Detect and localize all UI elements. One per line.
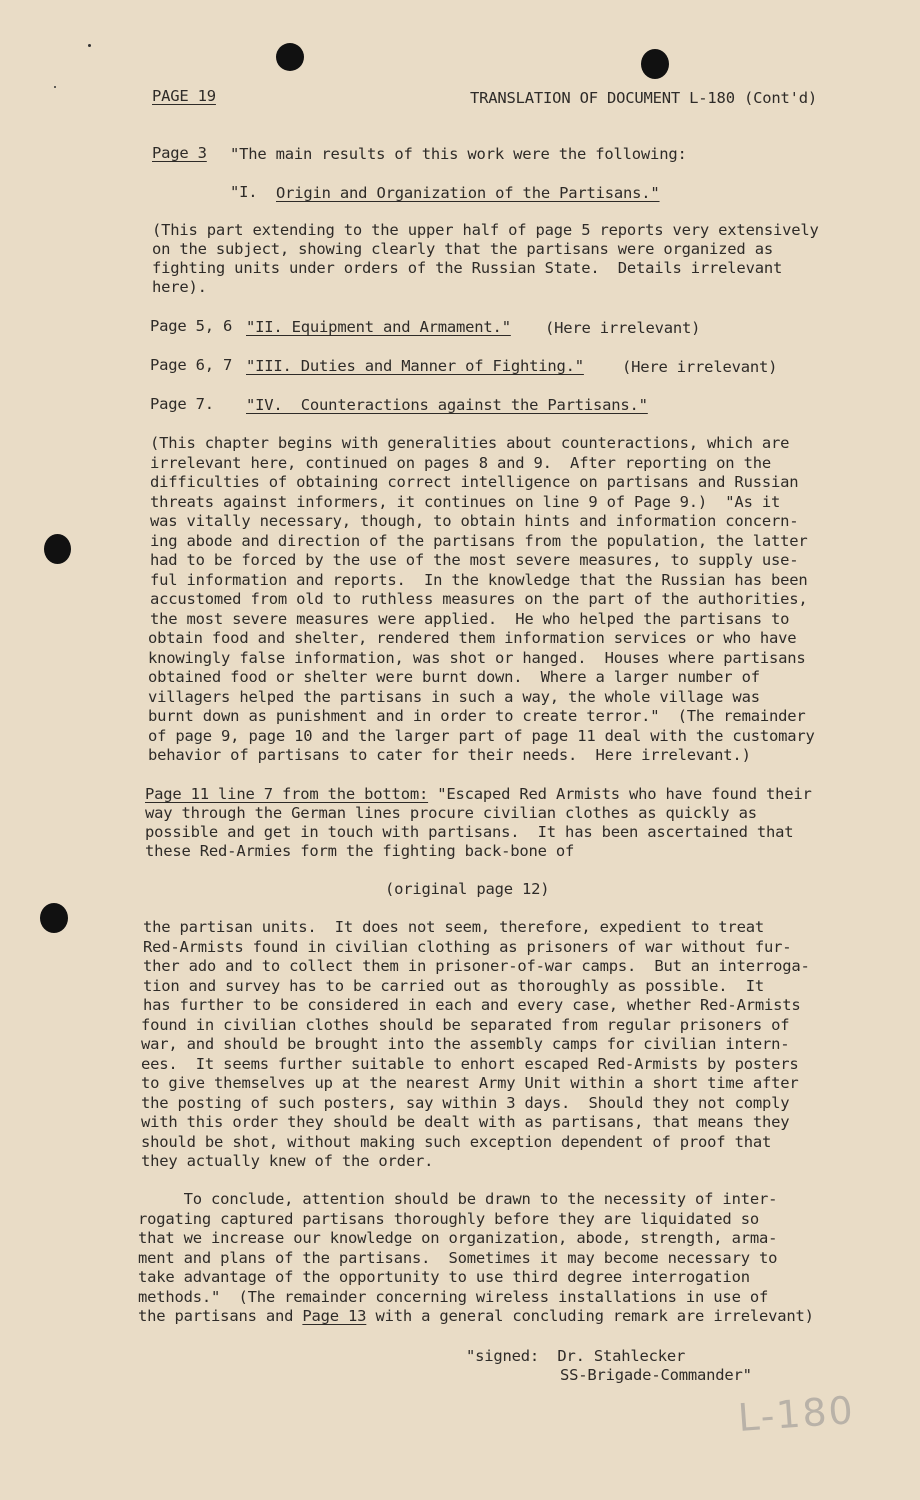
ref-note: (Here irrelevant) (545, 319, 701, 337)
text-line: ment and plans of the partisans. Sometimes it may become necessary to (138, 1248, 778, 1267)
text-line: To conclude, attention should be drawn to the necessity of inter- (138, 1190, 778, 1208)
text-line: rogating captured partisans thoroughly before they are liquidated so (138, 1209, 759, 1228)
text-line: way through the German lines procure civilian clothes as quickly as (145, 804, 757, 822)
page-reference: Page 3 (152, 144, 207, 162)
ref-page: Page 5, 6 (150, 317, 233, 335)
text-line: the partisan units. It does not seem, therefore, expedient to treat (143, 918, 764, 936)
page-number-label: PAGE 19 (152, 87, 216, 105)
text-line: they actually knew of the order. (141, 1152, 434, 1170)
ref-title: "IV. Counteractions against the Partisans." (246, 396, 648, 414)
text-line: war, and should be brought into the assembly camps for civilian intern- (141, 1035, 790, 1053)
paper-speck (88, 44, 91, 47)
text-line: found in civilian clothes should be separated from regular prisoners of (141, 1015, 790, 1034)
text-line: with this order they should be dealt with as partisans, that means they (141, 1113, 790, 1131)
text-line: obtain food and shelter, rendered them information services or who have (148, 629, 797, 647)
text-line: that we increase our knowledge on organization, abode, strength, arma- (138, 1229, 778, 1247)
heading-title: Origin and Organization of the Partisans." (276, 184, 660, 202)
text-line: ther ado and to collect them in prisoner-of-war camps. But an interroga- (143, 957, 810, 975)
text-line: take advantage of the opportunity to use third degree interrogation (138, 1268, 750, 1286)
text-line: irrelevant here, continued on pages 8 and 9. After reporting on the (150, 453, 771, 472)
document-title: TRANSLATION OF DOCUMENT L-180 (Cont'd) (470, 89, 818, 107)
text-line: of page 9, page 10 and the larger part of page 11 deal with the customary (148, 726, 815, 745)
ref-page: Page 6, 7 (150, 356, 233, 374)
punch-hole-top-left (276, 43, 304, 71)
punch-hole-left-lower (40, 903, 68, 933)
text-line: knowingly false information, was shot or hanged. Houses where partisans (148, 648, 806, 667)
handwritten-document-mark: L-180 (736, 1387, 857, 1441)
original-page-marker: (original page 12) (385, 880, 550, 898)
text-line: obtained food or shelter were burnt down. Where a larger number of (148, 668, 760, 686)
punch-hole-top-right (641, 49, 669, 79)
text-fragment: with a general concluding remark are irrelevant) (366, 1307, 814, 1325)
text-line: these Red-Armies form the fighting back-bone of (145, 842, 575, 860)
page-line-reference: Page 11 line 7 from the bottom: (145, 785, 429, 803)
text-line: (This chapter begins with generalities about counteractions, which are (150, 434, 790, 452)
text-line: had to be forced by the use of the most severe measures, to supply use- (150, 551, 799, 569)
text-line: fighting units under orders of the Russian State. Details irrelevant (152, 259, 783, 277)
text-line: the most severe measures were applied. He who helped the partisans to (150, 609, 790, 628)
intro-text: "The main results of this work were the following: (230, 145, 687, 163)
text-line: (This part extending to the upper half of page 5 reports very extensively (152, 221, 819, 239)
ref-page: Page 7. (150, 395, 214, 413)
punch-hole-left-middle (44, 534, 71, 564)
text-line: threats against informers, it continues on line 9 of Page 9.) "As it (150, 492, 781, 511)
text-line: behavior of partisans to cater for their needs. Here irrelevant.) (148, 746, 751, 764)
text-line: Red-Armists found in civilian clothing as prisoners of war without fur- (143, 937, 792, 956)
text-fragment: "Escaped Red Armists who have found their (428, 785, 812, 803)
text-line: possible and get in touch with partisans. It has been ascertained that (145, 823, 794, 841)
signature-title: SS-Brigade-Commander" (560, 1366, 752, 1384)
signature-line: "signed: Dr. Stahlecker (466, 1347, 686, 1365)
text-line (145, 785, 812, 804)
text-line: burnt down as punishment and in order to create terror." (The remainder (148, 707, 806, 725)
text-line: should be shot, without making such exception dependent of proof that (141, 1132, 772, 1151)
text-line: the posting of such posters, say within 3 days. Should they not comply (141, 1093, 790, 1112)
text-line: ing abode and direction of the partisans from the population, the latter (150, 531, 808, 550)
text-line: accustomed from old to ruthless measures on the part of the authorities, (150, 590, 808, 608)
text-line: villagers helped the partisans in such a way, the whole village was (148, 687, 760, 706)
heading-number: "I. (230, 183, 258, 201)
page-reference: Page 13 (302, 1307, 367, 1325)
text-line: was vitally necessary, though, to obtain hints and information concern- (150, 512, 799, 530)
text-line: methods." (The remainder concerning wireless installations in use of (138, 1287, 769, 1306)
ref-title: "II. Equipment and Armament." (246, 318, 511, 336)
text-line: has further to be considered in each and every case, whether Red-Armists (143, 996, 801, 1014)
text-line: on the subject, showing clearly that the partisans were organized as (152, 240, 773, 258)
text-line (138, 1307, 814, 1326)
text-line: ees. It seems further suitable to enhort escaped Red-Armists by posters (141, 1054, 799, 1073)
text-line: difficulties of obtaining correct intelligence on partisans and Russian (150, 473, 799, 491)
paper-speck (54, 86, 56, 88)
text-line: here). (152, 278, 207, 296)
ref-title: "III. Duties and Manner of Fighting." (246, 357, 584, 375)
text-line: ful information and reports. In the knowledge that the Russian has been (150, 570, 808, 589)
text-line: tion and survey has to be carried out as thoroughly as possible. It (143, 976, 764, 995)
ref-note: (Here irrelevant) (622, 358, 778, 376)
text-fragment: the partisans and (138, 1307, 303, 1325)
text-line: to give themselves up at the nearest Army Unit within a short time after (141, 1074, 799, 1092)
